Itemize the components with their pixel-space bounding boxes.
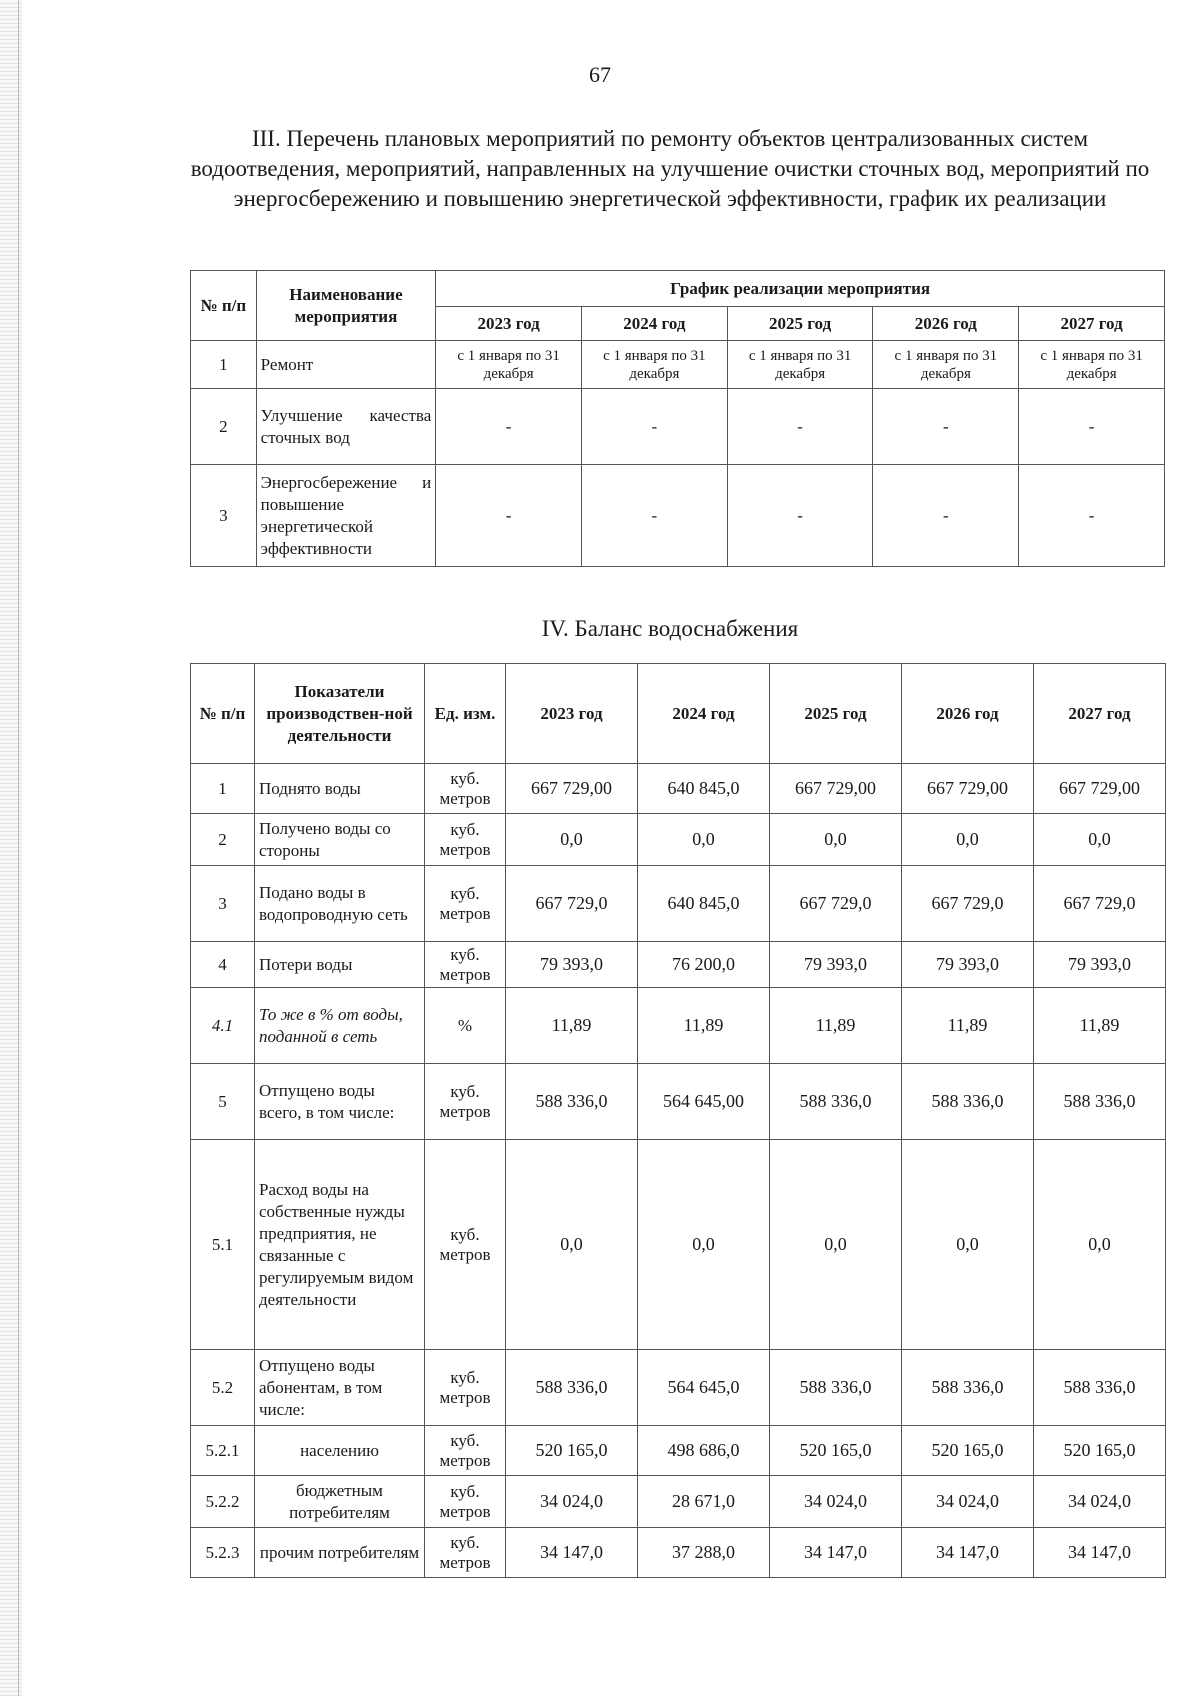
value-cell: 11,89 [506, 988, 638, 1064]
header-year: 2024 год [582, 307, 728, 341]
row-num: 5.1 [191, 1140, 255, 1350]
schedule-cell: - [436, 389, 582, 465]
table-row [191, 866, 1166, 942]
unit-cell: куб. метров [425, 1064, 506, 1140]
value-cell: 0,0 [638, 1140, 770, 1350]
value-cell: 667 729,00 [506, 764, 638, 814]
value-cell: 588 336,0 [1034, 1350, 1166, 1426]
value-cell: 0,0 [770, 814, 902, 866]
value-cell: 667 729,0 [1034, 866, 1166, 942]
schedule-cell: с 1 января по 31 декабря [436, 341, 582, 389]
value-cell: 0,0 [1034, 1140, 1166, 1350]
page-number: 67 [589, 62, 611, 87]
schedule-cell: с 1 января по 31 декабря [1019, 341, 1165, 389]
activity-name: Улучшение качества сточных вод [256, 389, 436, 465]
unit-cell: куб. метров [425, 814, 506, 866]
value-cell: 564 645,0 [638, 1350, 770, 1426]
activities-schedule-table [190, 270, 1165, 567]
value-cell: 667 729,0 [902, 866, 1034, 942]
header-year: 2025 год [727, 307, 873, 341]
row-num: 1 [191, 341, 257, 389]
table-row [191, 814, 1166, 866]
row-num: 5.2.3 [191, 1528, 255, 1578]
unit-cell: куб. метров [425, 764, 506, 814]
header-year: 2023 год [506, 664, 638, 764]
value-cell: 588 336,0 [506, 1064, 638, 1140]
header-num: № п/п [191, 271, 257, 341]
schedule-cell: - [727, 389, 873, 465]
value-cell: 11,89 [902, 988, 1034, 1064]
schedule-cell: - [873, 465, 1019, 567]
value-cell: 76 200,0 [638, 942, 770, 988]
value-cell: 588 336,0 [902, 1064, 1034, 1140]
value-cell: 79 393,0 [1034, 942, 1166, 988]
table-row [191, 988, 1166, 1064]
row-num: 3 [191, 866, 255, 942]
indicator-name: Потери воды [255, 942, 425, 988]
schedule-cell: с 1 января по 31 декабря [727, 341, 873, 389]
header-unit: Ед. изм. [425, 664, 506, 764]
value-cell: 640 845,0 [638, 764, 770, 814]
indicator-name: Поднято воды [255, 764, 425, 814]
value-cell: 588 336,0 [1034, 1064, 1166, 1140]
table-row [191, 1140, 1166, 1350]
schedule-cell: - [436, 465, 582, 567]
header-year: 2023 год [436, 307, 582, 341]
unit-cell: куб. метров [425, 942, 506, 988]
value-cell: 0,0 [506, 814, 638, 866]
value-cell: 79 393,0 [506, 942, 638, 988]
header-year: 2027 год [1019, 307, 1165, 341]
row-num: 4.1 [191, 988, 255, 1064]
indicator-name: Отпущено воды абонентам, в том числе: [255, 1350, 425, 1426]
schedule-cell: - [1019, 465, 1165, 567]
unit-cell: куб. метров [425, 1350, 506, 1426]
value-cell: 11,89 [770, 988, 902, 1064]
value-cell: 34 024,0 [506, 1476, 638, 1528]
value-cell: 37 288,0 [638, 1528, 770, 1578]
activity-name: Ремонт [256, 341, 436, 389]
indicator-name: бюджетным потребителям [255, 1476, 425, 1528]
indicator-name: То же в % от воды, поданной в сеть [255, 988, 425, 1064]
value-cell: 520 165,0 [902, 1426, 1034, 1476]
value-cell: 79 393,0 [902, 942, 1034, 988]
row-num: 5.2.2 [191, 1476, 255, 1528]
value-cell: 588 336,0 [506, 1350, 638, 1426]
value-cell: 564 645,00 [638, 1064, 770, 1140]
header-year: 2026 год [873, 307, 1019, 341]
schedule-cell: - [582, 389, 728, 465]
unit-cell: куб. метров [425, 1140, 506, 1350]
row-num: 5 [191, 1064, 255, 1140]
indicator-name: населению [255, 1426, 425, 1476]
row-num: 5.2 [191, 1350, 255, 1426]
value-cell: 520 165,0 [1034, 1426, 1166, 1476]
value-cell: 0,0 [902, 1140, 1034, 1350]
value-cell: 667 729,00 [770, 764, 902, 814]
value-cell: 11,89 [638, 988, 770, 1064]
value-cell: 34 024,0 [902, 1476, 1034, 1528]
header-indicator: Показатели производствен-ной деятельности [255, 664, 425, 764]
schedule-cell: с 1 января по 31 декабря [582, 341, 728, 389]
header-activity-name: Наименование мероприятия [256, 271, 436, 341]
header-schedule: График реализации мероприятия [436, 271, 1165, 307]
value-cell: 0,0 [638, 814, 770, 866]
indicator-name: Получено воды со стороны [255, 814, 425, 866]
schedule-cell: - [582, 465, 728, 567]
row-num: 2 [191, 389, 257, 465]
schedule-cell: с 1 января по 31 декабря [873, 341, 1019, 389]
schedule-cell: - [727, 465, 873, 567]
unit-cell: % [425, 988, 506, 1064]
value-cell: 520 165,0 [506, 1426, 638, 1476]
indicator-name: Отпущено воды всего, в том числе: [255, 1064, 425, 1140]
schedule-cell: - [1019, 389, 1165, 465]
value-cell: 34 147,0 [902, 1528, 1034, 1578]
value-cell: 667 729,0 [770, 866, 902, 942]
value-cell: 79 393,0 [770, 942, 902, 988]
table-row [191, 1350, 1166, 1426]
unit-cell: куб. метров [425, 1476, 506, 1528]
table-row [191, 1476, 1166, 1528]
value-cell: 640 845,0 [638, 866, 770, 942]
value-cell: 34 147,0 [506, 1528, 638, 1578]
schedule-cell: - [873, 389, 1019, 465]
value-cell: 34 024,0 [1034, 1476, 1166, 1528]
unit-cell: куб. метров [425, 1528, 506, 1578]
section-3-title: III. Перечень плановых мероприятий по ремонту объектов централизованных систем водоотведения, мероприятий, направленных на улучшение очистки сточных вод, мероприятий по энергосбережению и повышению энергетической эффективности, график их реализации [190, 126, 1150, 211]
header-year: 2027 год [1034, 664, 1166, 764]
unit-cell: куб. метров [425, 1426, 506, 1476]
scan-edge-line [18, 0, 19, 1696]
indicator-name: прочим потребителям [255, 1528, 425, 1578]
table-row [191, 1426, 1166, 1476]
row-num: 1 [191, 764, 255, 814]
activity-name: Энергосбережение и повышение энергетической эффективности [256, 465, 436, 567]
value-cell: 520 165,0 [770, 1426, 902, 1476]
section-4-title: IV. Баланс водоснабжения [541, 616, 799, 641]
table-row [191, 341, 1165, 389]
indicator-name: Подано воды в водопроводную сеть [255, 866, 425, 942]
header-year: 2025 год [770, 664, 902, 764]
value-cell: 0,0 [770, 1140, 902, 1350]
value-cell: 0,0 [506, 1140, 638, 1350]
row-num: 4 [191, 942, 255, 988]
row-num: 5.2.1 [191, 1426, 255, 1476]
unit-cell: куб. метров [425, 866, 506, 942]
table-row [191, 942, 1166, 988]
value-cell: 0,0 [1034, 814, 1166, 866]
indicator-name: Расход воды на собственные нужды предприятия, не связанные с регулируемым видом деятельности [255, 1140, 425, 1350]
value-cell: 667 729,0 [506, 866, 638, 942]
table-row [191, 764, 1166, 814]
value-cell: 498 686,0 [638, 1426, 770, 1476]
table-row [191, 1064, 1166, 1140]
row-num: 2 [191, 814, 255, 866]
header-num: № п/п [191, 664, 255, 764]
table-row [191, 465, 1165, 567]
value-cell: 588 336,0 [770, 1350, 902, 1426]
row-num: 3 [191, 465, 257, 567]
value-cell: 588 336,0 [770, 1064, 902, 1140]
table-row [191, 389, 1165, 465]
value-cell: 667 729,00 [1034, 764, 1166, 814]
table-row [191, 1528, 1166, 1578]
header-year: 2026 год [902, 664, 1034, 764]
value-cell: 28 671,0 [638, 1476, 770, 1528]
value-cell: 34 147,0 [1034, 1528, 1166, 1578]
value-cell: 34 147,0 [770, 1528, 902, 1578]
water-balance-table [190, 663, 1166, 1578]
value-cell: 667 729,00 [902, 764, 1034, 814]
header-year: 2024 год [638, 664, 770, 764]
value-cell: 11,89 [1034, 988, 1166, 1064]
value-cell: 34 024,0 [770, 1476, 902, 1528]
value-cell: 0,0 [902, 814, 1034, 866]
value-cell: 588 336,0 [902, 1350, 1034, 1426]
